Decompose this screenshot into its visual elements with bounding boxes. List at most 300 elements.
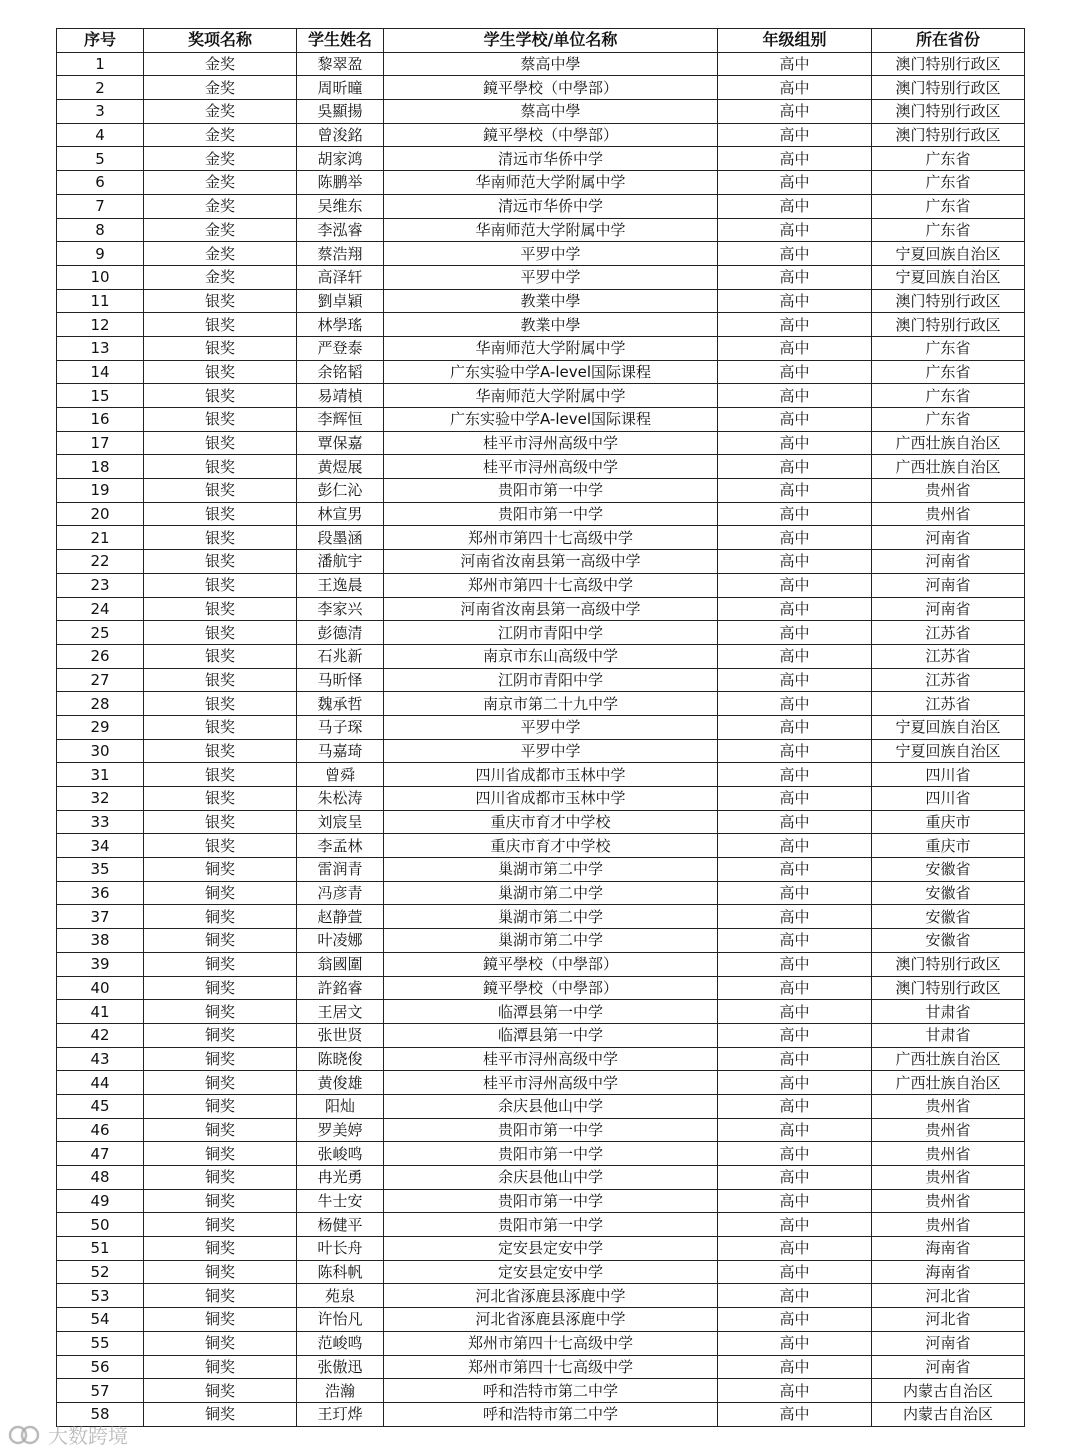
cell-index: 10 bbox=[57, 265, 144, 289]
cell-school: 临潭县第一中学 bbox=[384, 1023, 718, 1047]
cell-award: 金奖 bbox=[144, 123, 297, 147]
cell-award: 铜奖 bbox=[144, 858, 297, 882]
cell-province: 甘肃省 bbox=[872, 1000, 1025, 1024]
cell-school: 桂平市浔州高级中学 bbox=[384, 455, 718, 479]
cell-grade-group: 高中 bbox=[718, 1094, 872, 1118]
cell-student-name: 李泓睿 bbox=[297, 218, 384, 242]
cell-index: 49 bbox=[57, 1189, 144, 1213]
cell-award: 铜奖 bbox=[144, 1047, 297, 1071]
cell-grade-group: 高中 bbox=[718, 858, 872, 882]
cell-award: 金奖 bbox=[144, 147, 297, 171]
cell-student-name: 马嘉琦 bbox=[297, 739, 384, 763]
cell-award: 银奖 bbox=[144, 479, 297, 503]
cell-grade-group: 高中 bbox=[718, 123, 872, 147]
cell-province: 安徽省 bbox=[872, 929, 1025, 953]
table-row bbox=[57, 336, 1025, 360]
cell-province: 河北省 bbox=[872, 1308, 1025, 1332]
cell-student-name: 翁國圍 bbox=[297, 952, 384, 976]
cell-student-name: 冉光勇 bbox=[297, 1166, 384, 1190]
cell-index: 8 bbox=[57, 218, 144, 242]
cell-index: 19 bbox=[57, 479, 144, 503]
cell-award: 金奖 bbox=[144, 171, 297, 195]
table-row bbox=[57, 905, 1025, 929]
cell-province: 澳门特别行政区 bbox=[872, 52, 1025, 76]
cell-grade-group: 高中 bbox=[718, 1166, 872, 1190]
cell-school: 贵阳市第一中学 bbox=[384, 502, 718, 526]
cell-grade-group: 高中 bbox=[718, 1331, 872, 1355]
cell-grade-group: 高中 bbox=[718, 171, 872, 195]
cell-school: 巢湖市第二中学 bbox=[384, 929, 718, 953]
header-index: 序号 bbox=[57, 29, 144, 53]
cell-student-name: 刘宸呈 bbox=[297, 810, 384, 834]
cell-province: 澳门特别行政区 bbox=[872, 313, 1025, 337]
cell-award: 金奖 bbox=[144, 52, 297, 76]
cell-award: 银奖 bbox=[144, 573, 297, 597]
cell-index: 30 bbox=[57, 739, 144, 763]
cell-province: 安徽省 bbox=[872, 905, 1025, 929]
cell-province: 江苏省 bbox=[872, 644, 1025, 668]
cell-award: 铜奖 bbox=[144, 1142, 297, 1166]
cell-index: 42 bbox=[57, 1023, 144, 1047]
table-row bbox=[57, 1284, 1025, 1308]
cell-grade-group: 高中 bbox=[718, 479, 872, 503]
cell-school: 贵阳市第一中学 bbox=[384, 1118, 718, 1142]
cell-student-name: 易靖楨 bbox=[297, 384, 384, 408]
cell-province: 甘肃省 bbox=[872, 1023, 1025, 1047]
table-row bbox=[57, 1047, 1025, 1071]
cell-province: 广东省 bbox=[872, 336, 1025, 360]
cell-school: 华南师范大学附属中学 bbox=[384, 171, 718, 195]
cell-grade-group: 高中 bbox=[718, 265, 872, 289]
cell-student-name: 杨健平 bbox=[297, 1213, 384, 1237]
cell-award: 银奖 bbox=[144, 431, 297, 455]
cell-award: 铜奖 bbox=[144, 1094, 297, 1118]
cell-index: 36 bbox=[57, 881, 144, 905]
cell-award: 银奖 bbox=[144, 597, 297, 621]
cell-province: 内蒙古自治区 bbox=[872, 1402, 1025, 1426]
cell-student-name: 劉卓穎 bbox=[297, 289, 384, 313]
cell-school: 贵阳市第一中学 bbox=[384, 1142, 718, 1166]
cell-student-name: 陈科帆 bbox=[297, 1260, 384, 1284]
table-row bbox=[57, 171, 1025, 195]
cell-province: 贵州省 bbox=[872, 1213, 1025, 1237]
cell-grade-group: 高中 bbox=[718, 644, 872, 668]
cell-index: 58 bbox=[57, 1402, 144, 1426]
cell-student-name: 黎翠盈 bbox=[297, 52, 384, 76]
cell-student-name: 赵静萱 bbox=[297, 905, 384, 929]
cell-province: 河南省 bbox=[872, 573, 1025, 597]
cell-school: 定安县定安中学 bbox=[384, 1260, 718, 1284]
table-row bbox=[57, 976, 1025, 1000]
cell-index: 52 bbox=[57, 1260, 144, 1284]
header-school: 学生学校/单位名称 bbox=[384, 29, 718, 53]
cell-award: 铜奖 bbox=[144, 1189, 297, 1213]
cell-student-name: 王居文 bbox=[297, 1000, 384, 1024]
table-row bbox=[57, 100, 1025, 124]
cell-school: 平罗中学 bbox=[384, 715, 718, 739]
cell-award: 银奖 bbox=[144, 336, 297, 360]
table-row bbox=[57, 644, 1025, 668]
cell-index: 9 bbox=[57, 242, 144, 266]
table-row bbox=[57, 1023, 1025, 1047]
cell-grade-group: 高中 bbox=[718, 194, 872, 218]
cell-grade-group: 高中 bbox=[718, 1000, 872, 1024]
cell-grade-group: 高中 bbox=[718, 76, 872, 100]
cell-province: 海南省 bbox=[872, 1260, 1025, 1284]
cell-province: 河南省 bbox=[872, 1331, 1025, 1355]
cell-province: 四川省 bbox=[872, 787, 1025, 811]
cell-grade-group: 高中 bbox=[718, 313, 872, 337]
cell-index: 28 bbox=[57, 692, 144, 716]
cell-index: 33 bbox=[57, 810, 144, 834]
table-row bbox=[57, 715, 1025, 739]
cell-award: 银奖 bbox=[144, 668, 297, 692]
cell-award: 铜奖 bbox=[144, 1000, 297, 1024]
cell-school: 教業中學 bbox=[384, 313, 718, 337]
cell-grade-group: 高中 bbox=[718, 1213, 872, 1237]
cell-school: 巢湖市第二中学 bbox=[384, 858, 718, 882]
cell-student-name: 段墨涵 bbox=[297, 526, 384, 550]
cell-grade-group: 高中 bbox=[718, 1118, 872, 1142]
cell-school: 鏡平學校（中學部） bbox=[384, 123, 718, 147]
table-row bbox=[57, 455, 1025, 479]
table-header bbox=[57, 29, 1025, 53]
cell-student-name: 黄煜展 bbox=[297, 455, 384, 479]
cell-grade-group: 高中 bbox=[718, 739, 872, 763]
table-row bbox=[57, 550, 1025, 574]
cell-province: 广西壮族自治区 bbox=[872, 431, 1025, 455]
cell-index: 5 bbox=[57, 147, 144, 171]
cell-province: 江苏省 bbox=[872, 621, 1025, 645]
watermark-text: 大数跨境 bbox=[48, 1424, 128, 1448]
cell-school: 清远市华侨中学 bbox=[384, 194, 718, 218]
cell-award: 铜奖 bbox=[144, 1166, 297, 1190]
cell-index: 3 bbox=[57, 100, 144, 124]
cell-province: 广东省 bbox=[872, 194, 1025, 218]
cell-index: 2 bbox=[57, 76, 144, 100]
cell-index: 11 bbox=[57, 289, 144, 313]
table-row bbox=[57, 1402, 1025, 1426]
cell-grade-group: 高中 bbox=[718, 408, 872, 432]
table-row bbox=[57, 573, 1025, 597]
table-row bbox=[57, 1094, 1025, 1118]
cell-student-name: 牛士安 bbox=[297, 1189, 384, 1213]
cell-student-name: 张世贤 bbox=[297, 1023, 384, 1047]
cell-student-name: 彭德清 bbox=[297, 621, 384, 645]
cell-province: 广东省 bbox=[872, 384, 1025, 408]
cell-index: 1 bbox=[57, 52, 144, 76]
cell-school: 平罗中学 bbox=[384, 739, 718, 763]
cell-grade-group: 高中 bbox=[718, 1023, 872, 1047]
cell-student-name: 叶凌娜 bbox=[297, 929, 384, 953]
cell-student-name: 周昕曈 bbox=[297, 76, 384, 100]
table-row bbox=[57, 1213, 1025, 1237]
cell-school: 呼和浩特市第二中学 bbox=[384, 1402, 718, 1426]
cell-award: 铜奖 bbox=[144, 1260, 297, 1284]
cell-award: 银奖 bbox=[144, 834, 297, 858]
cell-school: 郑州市第四十七高级中学 bbox=[384, 1331, 718, 1355]
cell-index: 43 bbox=[57, 1047, 144, 1071]
cell-school: 教業中學 bbox=[384, 289, 718, 313]
cell-index: 45 bbox=[57, 1094, 144, 1118]
cell-school: 平罗中学 bbox=[384, 242, 718, 266]
cell-school: 华南师范大学附属中学 bbox=[384, 384, 718, 408]
cell-grade-group: 高中 bbox=[718, 1284, 872, 1308]
cell-index: 34 bbox=[57, 834, 144, 858]
cell-index: 55 bbox=[57, 1331, 144, 1355]
cell-school: 华南师范大学附属中学 bbox=[384, 336, 718, 360]
cell-province: 广东省 bbox=[872, 218, 1025, 242]
cell-index: 50 bbox=[57, 1213, 144, 1237]
table-row bbox=[57, 1379, 1025, 1403]
cell-province: 贵州省 bbox=[872, 1189, 1025, 1213]
table-row bbox=[57, 1189, 1025, 1213]
table-body bbox=[57, 52, 1025, 1426]
table-row bbox=[57, 431, 1025, 455]
cell-award: 铜奖 bbox=[144, 1355, 297, 1379]
table-row bbox=[57, 834, 1025, 858]
cell-province: 安徽省 bbox=[872, 858, 1025, 882]
cell-school: 鏡平學校（中學部） bbox=[384, 976, 718, 1000]
cell-award: 银奖 bbox=[144, 644, 297, 668]
cell-index: 24 bbox=[57, 597, 144, 621]
cell-index: 31 bbox=[57, 763, 144, 787]
cell-student-name: 吳顯揚 bbox=[297, 100, 384, 124]
table-row bbox=[57, 384, 1025, 408]
cell-province: 广东省 bbox=[872, 147, 1025, 171]
cell-province: 广东省 bbox=[872, 360, 1025, 384]
table-row bbox=[57, 265, 1025, 289]
cell-award: 银奖 bbox=[144, 621, 297, 645]
cell-school: 河南省汝南县第一高级中学 bbox=[384, 550, 718, 574]
cell-student-name: 范峻鸣 bbox=[297, 1331, 384, 1355]
cell-school: 呼和浩特市第二中学 bbox=[384, 1379, 718, 1403]
cell-award: 银奖 bbox=[144, 384, 297, 408]
cell-province: 广东省 bbox=[872, 171, 1025, 195]
cell-student-name: 冯彦青 bbox=[297, 881, 384, 905]
cell-grade-group: 高中 bbox=[718, 621, 872, 645]
table-row bbox=[57, 668, 1025, 692]
cell-award: 铜奖 bbox=[144, 952, 297, 976]
cell-student-name: 王逸晨 bbox=[297, 573, 384, 597]
cell-grade-group: 高中 bbox=[718, 52, 872, 76]
cell-award: 铜奖 bbox=[144, 881, 297, 905]
cell-province: 河南省 bbox=[872, 526, 1025, 550]
cell-award: 金奖 bbox=[144, 265, 297, 289]
cell-award: 金奖 bbox=[144, 218, 297, 242]
header-student-name: 学生姓名 bbox=[297, 29, 384, 53]
table-row bbox=[57, 1166, 1025, 1190]
cell-grade-group: 高中 bbox=[718, 976, 872, 1000]
cell-student-name: 李孟林 bbox=[297, 834, 384, 858]
cell-student-name: 潘航宇 bbox=[297, 550, 384, 574]
cell-province: 河北省 bbox=[872, 1284, 1025, 1308]
cell-student-name: 曾浚銘 bbox=[297, 123, 384, 147]
cell-school: 清远市华侨中学 bbox=[384, 147, 718, 171]
cell-student-name: 马昕怿 bbox=[297, 668, 384, 692]
cell-province: 澳门特别行政区 bbox=[872, 100, 1025, 124]
cell-index: 48 bbox=[57, 1166, 144, 1190]
cell-student-name: 许怡凡 bbox=[297, 1308, 384, 1332]
cell-index: 56 bbox=[57, 1355, 144, 1379]
cell-award: 银奖 bbox=[144, 550, 297, 574]
cell-index: 20 bbox=[57, 502, 144, 526]
cell-province: 宁夏回族自治区 bbox=[872, 739, 1025, 763]
cell-province: 广东省 bbox=[872, 408, 1025, 432]
cell-index: 54 bbox=[57, 1308, 144, 1332]
table-row bbox=[57, 194, 1025, 218]
cell-student-name: 叶长舟 bbox=[297, 1237, 384, 1261]
cell-student-name: 高泽轩 bbox=[297, 265, 384, 289]
cell-school: 郑州市第四十七高级中学 bbox=[384, 526, 718, 550]
cell-student-name: 林宣男 bbox=[297, 502, 384, 526]
cell-school: 河北省涿鹿县涿鹿中学 bbox=[384, 1308, 718, 1332]
cell-student-name: 李家兴 bbox=[297, 597, 384, 621]
cell-award: 铜奖 bbox=[144, 1308, 297, 1332]
cell-province: 江苏省 bbox=[872, 692, 1025, 716]
cell-student-name: 雷润青 bbox=[297, 858, 384, 882]
table-row bbox=[57, 526, 1025, 550]
table-row bbox=[57, 858, 1025, 882]
cell-award: 金奖 bbox=[144, 242, 297, 266]
cell-school: 桂平市浔州高级中学 bbox=[384, 431, 718, 455]
cell-index: 23 bbox=[57, 573, 144, 597]
cell-grade-group: 高中 bbox=[718, 384, 872, 408]
cell-province: 宁夏回族自治区 bbox=[872, 242, 1025, 266]
table-row bbox=[57, 76, 1025, 100]
cell-grade-group: 高中 bbox=[718, 763, 872, 787]
brand-logo-icon bbox=[8, 1423, 42, 1447]
header-grade-group: 年级组别 bbox=[718, 29, 872, 53]
cell-province: 河南省 bbox=[872, 1355, 1025, 1379]
cell-index: 25 bbox=[57, 621, 144, 645]
table-row bbox=[57, 52, 1025, 76]
cell-grade-group: 高中 bbox=[718, 431, 872, 455]
table-row bbox=[57, 739, 1025, 763]
cell-award: 铜奖 bbox=[144, 929, 297, 953]
cell-grade-group: 高中 bbox=[718, 1260, 872, 1284]
cell-grade-group: 高中 bbox=[718, 668, 872, 692]
cell-index: 53 bbox=[57, 1284, 144, 1308]
table-row bbox=[57, 313, 1025, 337]
table-row bbox=[57, 952, 1025, 976]
cell-student-name: 马子琛 bbox=[297, 715, 384, 739]
cell-grade-group: 高中 bbox=[718, 834, 872, 858]
cell-student-name: 石兆新 bbox=[297, 644, 384, 668]
table-row bbox=[57, 1118, 1025, 1142]
cell-student-name: 吴维东 bbox=[297, 194, 384, 218]
cell-index: 18 bbox=[57, 455, 144, 479]
table-row bbox=[57, 218, 1025, 242]
cell-grade-group: 高中 bbox=[718, 550, 872, 574]
cell-school: 重庆市育才中学校 bbox=[384, 834, 718, 858]
cell-grade-group: 高中 bbox=[718, 1355, 872, 1379]
cell-student-name: 李辉恒 bbox=[297, 408, 384, 432]
cell-index: 40 bbox=[57, 976, 144, 1000]
cell-school: 南京市东山高级中学 bbox=[384, 644, 718, 668]
cell-school: 蔡高中學 bbox=[384, 52, 718, 76]
cell-award: 银奖 bbox=[144, 502, 297, 526]
cell-award: 铜奖 bbox=[144, 1118, 297, 1142]
cell-province: 贵州省 bbox=[872, 479, 1025, 503]
cell-school: 蔡高中學 bbox=[384, 100, 718, 124]
cell-index: 14 bbox=[57, 360, 144, 384]
table-row bbox=[57, 621, 1025, 645]
cell-student-name: 魏承哲 bbox=[297, 692, 384, 716]
cell-award: 铜奖 bbox=[144, 976, 297, 1000]
cell-province: 澳门特别行政区 bbox=[872, 289, 1025, 313]
cell-province: 广西壮族自治区 bbox=[872, 1047, 1025, 1071]
cell-student-name: 黄俊雄 bbox=[297, 1071, 384, 1095]
cell-grade-group: 高中 bbox=[718, 597, 872, 621]
cell-province: 江苏省 bbox=[872, 668, 1025, 692]
cell-index: 7 bbox=[57, 194, 144, 218]
cell-school: 江阴市青阳中学 bbox=[384, 668, 718, 692]
table-row bbox=[57, 597, 1025, 621]
cell-school: 余庆县他山中学 bbox=[384, 1166, 718, 1190]
cell-grade-group: 高中 bbox=[718, 1071, 872, 1095]
cell-school: 贵阳市第一中学 bbox=[384, 1213, 718, 1237]
cell-student-name: 余铭韬 bbox=[297, 360, 384, 384]
cell-award: 银奖 bbox=[144, 692, 297, 716]
table-row bbox=[57, 810, 1025, 834]
cell-school: 华南师范大学附属中学 bbox=[384, 218, 718, 242]
cell-award: 铜奖 bbox=[144, 1402, 297, 1426]
cell-award: 铜奖 bbox=[144, 1331, 297, 1355]
cell-province: 贵州省 bbox=[872, 1118, 1025, 1142]
cell-award: 金奖 bbox=[144, 100, 297, 124]
cell-index: 46 bbox=[57, 1118, 144, 1142]
cell-index: 44 bbox=[57, 1071, 144, 1095]
table-row bbox=[57, 763, 1025, 787]
cell-school: 四川省成都市玉林中学 bbox=[384, 787, 718, 811]
cell-student-name: 张峻鸣 bbox=[297, 1142, 384, 1166]
cell-province: 澳门特别行政区 bbox=[872, 76, 1025, 100]
header-province: 所在省份 bbox=[872, 29, 1025, 53]
cell-award: 银奖 bbox=[144, 455, 297, 479]
table-row bbox=[57, 1260, 1025, 1284]
cell-student-name: 曾舜 bbox=[297, 763, 384, 787]
cell-province: 四川省 bbox=[872, 763, 1025, 787]
cell-grade-group: 高中 bbox=[718, 360, 872, 384]
cell-grade-group: 高中 bbox=[718, 526, 872, 550]
cell-award: 银奖 bbox=[144, 526, 297, 550]
cell-index: 57 bbox=[57, 1379, 144, 1403]
cell-school: 余庆县他山中学 bbox=[384, 1094, 718, 1118]
cell-school: 广东实验中学A-level国际课程 bbox=[384, 360, 718, 384]
cell-award: 铜奖 bbox=[144, 1284, 297, 1308]
cell-grade-group: 高中 bbox=[718, 1047, 872, 1071]
cell-school: 郑州市第四十七高级中学 bbox=[384, 1355, 718, 1379]
cell-award: 金奖 bbox=[144, 76, 297, 100]
cell-award: 铜奖 bbox=[144, 905, 297, 929]
cell-grade-group: 高中 bbox=[718, 1308, 872, 1332]
cell-school: 桂平市浔州高级中学 bbox=[384, 1047, 718, 1071]
cell-province: 澳门特别行政区 bbox=[872, 952, 1025, 976]
cell-province: 宁夏回族自治区 bbox=[872, 715, 1025, 739]
cell-school: 鏡平學校（中學部） bbox=[384, 952, 718, 976]
cell-student-name: 林學瑤 bbox=[297, 313, 384, 337]
cell-index: 26 bbox=[57, 644, 144, 668]
cell-index: 15 bbox=[57, 384, 144, 408]
cell-index: 32 bbox=[57, 787, 144, 811]
cell-student-name: 严登泰 bbox=[297, 336, 384, 360]
cell-province: 贵州省 bbox=[872, 1166, 1025, 1190]
table-row bbox=[57, 502, 1025, 526]
cell-student-name: 彭仁沁 bbox=[297, 479, 384, 503]
cell-index: 22 bbox=[57, 550, 144, 574]
table-row bbox=[57, 289, 1025, 313]
